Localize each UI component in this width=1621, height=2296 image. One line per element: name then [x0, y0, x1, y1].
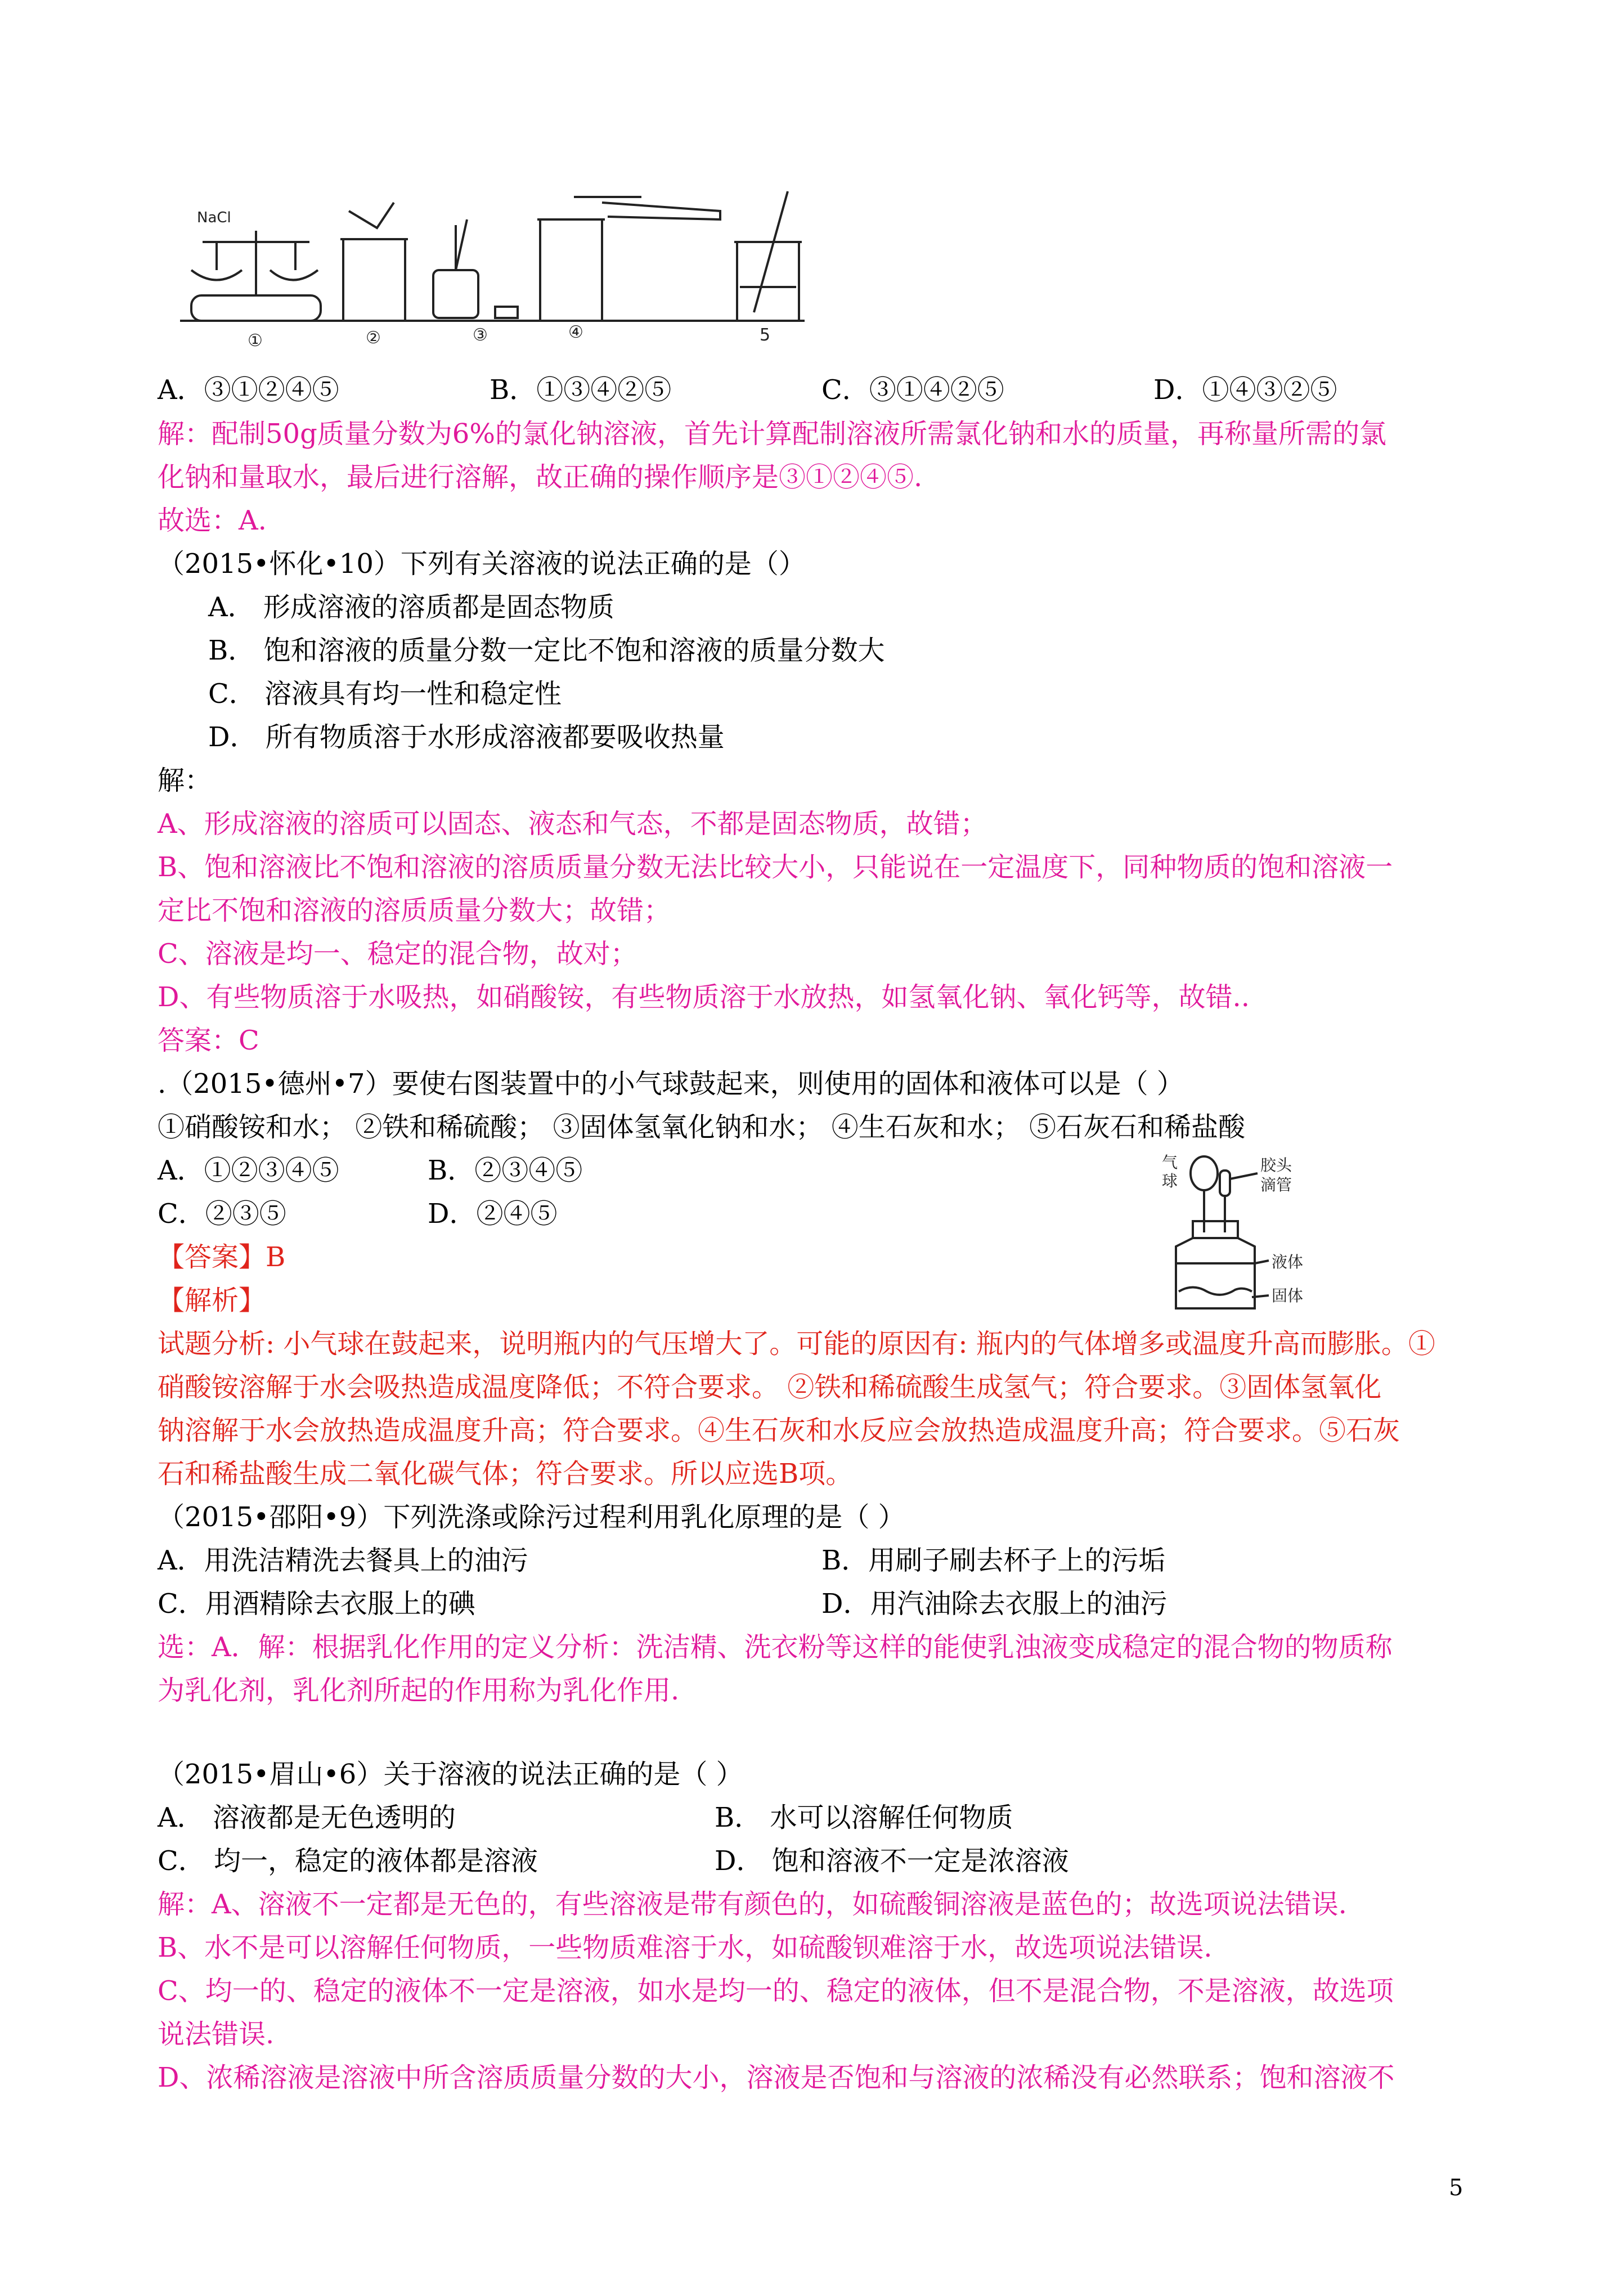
- q1-option-c: C．③①④②⑤: [821, 374, 1004, 406]
- q2-solution-line: C、溶液是均一、稳定的混合物，故对；: [158, 938, 637, 970]
- q3-analysis-line: 试题分析: 小气球在鼓起来，说明瓶内的气压增大了。可能的原因有: 瓶内的气体增多或温度升高而膨胀。①: [158, 1328, 1435, 1360]
- q2-solution-line: D、有些物质溶于水吸热，如硝酸铵，有些物质溶于水放热，如氢氧化钠、氧化钙等，故错..: [158, 981, 1250, 1013]
- q1-option-d: D．①④③②⑤: [1153, 374, 1337, 406]
- q3-analysis-line: 硝酸铵溶解于水会吸热造成温度降低；不符合要求。 ②铁和稀硫酸生成氢气；符合要求。③固体氢氧化: [158, 1371, 1382, 1403]
- q3-answer: 【答案】B: [158, 1241, 286, 1273]
- q2-answer: 答案：C: [158, 1025, 259, 1056]
- q5-option-c: C． 均一，稳定的液体都是溶液: [158, 1845, 538, 1877]
- q3-items: ①硝酸铵和水； ②铁和稀硫酸； ③固体氢氧化钠和水； ④生石灰和水； ⑤石灰石和稀盐酸: [158, 1111, 1246, 1143]
- q5-option-b: B． 水可以溶解任何物质: [715, 1802, 1013, 1833]
- q2-option-a: A． 形成溶液的溶质都是固态物质: [208, 591, 614, 623]
- q1-solution-line: 解：配制50g质量分数为6%的氯化钠溶液，首先计算配制溶液所需氯化钠和水的质量，再称量所需的氯: [158, 418, 1386, 450]
- step-label-4: ④: [568, 322, 583, 342]
- preparation-steps-figure: [180, 186, 810, 355]
- q5-solution-line: 说法错误.: [158, 2019, 275, 2050]
- q3-option-d: D．②④⑤: [428, 1198, 558, 1230]
- q4-option-a: A．用洗洁精洗去餐具上的油污: [158, 1545, 528, 1576]
- balloon-label-1: 气: [1162, 1153, 1178, 1172]
- page-number: 5: [1449, 2175, 1463, 2201]
- solid-label: 固体: [1272, 1286, 1304, 1305]
- step-label-1: ①: [248, 331, 263, 351]
- q3-stem: .（2015•德州•7）要使右图装置中的小气球鼓起来，则使用的固体和液体可以是（ ）: [158, 1068, 1184, 1100]
- q2-jie: 解：: [158, 765, 212, 796]
- q3-analysis-head: 【解析】: [158, 1285, 266, 1316]
- q2-option-b: B． 饱和溶液的质量分数一定比不饱和溶液的质量分数大: [208, 635, 885, 666]
- q2-solution-line: 定比不饱和溶液的溶质质量分数大；故错；: [158, 895, 671, 926]
- q5-solution-line: D、浓稀溶液是溶液中所含溶质质量分数的大小，溶液是否饱和与溶液的浓稀没有必然联系；饱和溶液不: [158, 2062, 1395, 2093]
- q5-solution-line: C、均一的、稳定的液体不一定是溶液，如水是均一的、稳定的液体，但不是混合物，不是溶液，故选项: [158, 1975, 1394, 2007]
- q2-solution-line: A、形成溶液的溶质可以固态、液态和气态，不都是固态物质，故错；: [158, 808, 987, 840]
- nacl-label: NaCl: [197, 209, 231, 226]
- q3-option-b: B．②③④⑤: [428, 1155, 583, 1186]
- q4-solution-line: 选：A．解：根据乳化作用的定义分析：洗洁精、洗衣粉等这样的能使乳浊液变成稳定的混合物的物质称: [158, 1631, 1393, 1663]
- q5-stem: （2015•眉山•6）关于溶液的说法正确的是（ ）: [158, 1759, 743, 1790]
- balloon-label-2: 球: [1162, 1172, 1178, 1190]
- q3-analysis-line: 钠溶解于水会放热造成温度升高；符合要求。④生石灰和水反应会放热造成温度升高；符合要求。⑤石灰: [158, 1415, 1400, 1446]
- q4-option-b: B．用刷子刷去杯子上的污垢: [821, 1545, 1166, 1576]
- step-label-3: ③: [473, 325, 488, 345]
- q2-solution-line: B、饱和溶液比不饱和溶液的溶质质量分数无法比较大小，只能说在一定温度下，同种物质的饱和溶液一: [158, 851, 1393, 883]
- q4-option-d: D．用汽油除去衣服上的油污: [821, 1588, 1168, 1620]
- q2-stem: （2015•怀化•10）下列有关溶液的说法正确的是（）: [158, 548, 806, 580]
- liquid-label: 液体: [1272, 1253, 1304, 1271]
- dropper-label-1: 胶头: [1260, 1156, 1292, 1174]
- q1-answer: 故选：A.: [158, 505, 267, 536]
- dropper-label-2: 滴管: [1260, 1176, 1292, 1194]
- q5-solution-line: B、水不是可以溶解任何物质，一些物质难溶于水，如硫酸钡难溶于水，故选项说法错误.: [158, 1932, 1213, 1963]
- step-label-5: 5: [760, 325, 771, 345]
- q3-option-c: C．②③⑤: [158, 1198, 286, 1230]
- q3-analysis-line: 石和稀盐酸生成二氧化碳气体；符合要求。所以应选B项。: [158, 1458, 853, 1490]
- q5-option-a: A． 溶液都是无色透明的: [158, 1802, 456, 1833]
- q1-option-a: A．③①②④⑤: [158, 374, 339, 406]
- balloon-apparatus-figure: [1159, 1148, 1328, 1311]
- q5-solution-line: 解：A、溶液不一定都是无色的，有些溶液是带有颜色的，如硫酸铜溶液是蓝色的；故选项说法错误.: [158, 1889, 1347, 1920]
- q5-option-d: D． 饱和溶液不一定是浓溶液: [715, 1845, 1069, 1877]
- q1-option-b: B．①③④②⑤: [490, 374, 672, 406]
- q3-option-a: A．①②③④⑤: [158, 1155, 339, 1186]
- q2-option-d: D． 所有物质溶于水形成溶液都要吸收热量: [208, 721, 725, 753]
- q4-stem: （2015•邵阳•9）下列洗涤或除污过程利用乳化原理的是（ ）: [158, 1501, 905, 1533]
- q4-option-c: C．用酒精除去衣服上的碘: [158, 1588, 475, 1620]
- q4-solution-line: 为乳化剂，乳化剂所起的作用称为乳化作用.: [158, 1675, 680, 1706]
- q1-solution-line: 化钠和量取水，最后进行溶解，故正确的操作顺序是③①②④⑤.: [158, 461, 923, 493]
- q2-option-c: C． 溶液具有均一性和稳定性: [208, 678, 562, 710]
- step-label-2: ②: [366, 328, 381, 348]
